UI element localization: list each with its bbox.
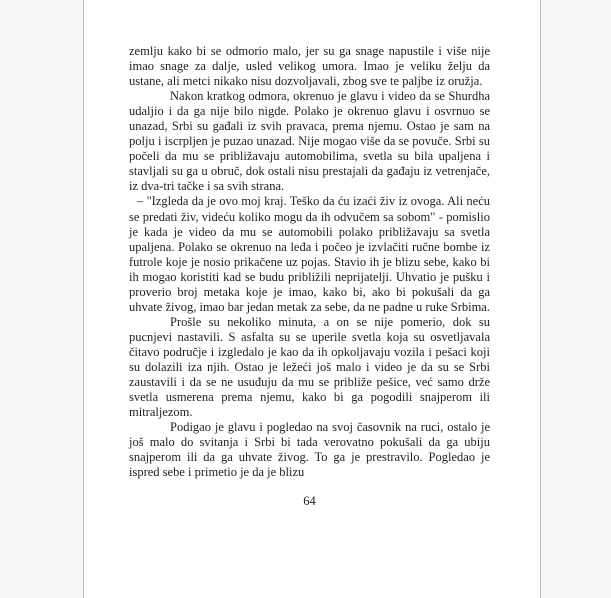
page-number: 64: [303, 494, 316, 509]
paragraph-2: Nakon kratkog odmora, okrenuo je glavu i video da se Shurdha udaljio i da ga nije bilo nigde. Polako je okrenuo glavu i osvrnuo se unazad, Srbi su gađali iz svih pravaca, prema njemu. Ostao je sam na polju i iscrpljen je puzao unazad. Nije mogao više da se povuče. Srbi su počeli da mu se približavaju automobilima, svetla su bila upaljena i stavljali su ga u obruč, dok ostali nisu prestajali da gađaju iz vetrenjače, iz dva-tri tačke i sa svih strana.: [129, 89, 490, 194]
paragraph-4: Prošle su nekoliko minuta, a on se nije pomerio, dok su pucnjevi nastavili. S asfalta su se uperile svetla koja su osvetljavala čitavo područje i izgledalo je kao da ih opkoljavaju vozila i pešaci koji su dolazili iza njih. Ostao je ležeći još malo i video je da su se Srbi zaustavili i da se ne usuđuju da mu se približe pešice, već samo drže svetla usmerena prema njemu, kako bi ga pogodili snajperom ili mitraljezom.: [129, 314, 490, 420]
paragraph-dialogue: – "Izgleda da je ovo moj kraj. Teško da ću izaći živ iz ovoga. Ali neću se predati živ, videću koliko mogu da ih odvučem sa sobom" - pomislio je kada je video da mu se automobili polako približavaju sa svetla upaljena. Polako se okrenuo na leđa i počeo je izvlačiti ručne bombe iz futrole koje je nosio prikačene uz pojas. Stavio ih je blizu sebe, kako bi ih mogao koristiti kad se budu približili neprijatelji. Uhvatio je pušku i proverio broj metaka koje je imao, kako bi, ako bi pokušali da ga uhvate živog, imao bar jedan metak za sebe, da ne padne u ruke Srbima.: [129, 194, 490, 314]
paragraph-5: Podigao je glavu i pogledao na svoj časovnik na ruci, ostalo je još malo do svitanja i Srbi bi tada verovatno pokušali da ga ubiju snajperom ili da ga uhvate živog. To ga je prestravilo. Pogledao je ispred sebe i primetio je da je blizu: [129, 420, 490, 480]
paragraph-continuation: zemlju kako bi se odmorio malo, jer su ga snage napustile i više nije imao snage za dalje, usled velikog umora. Imao je veliku želju da ustane, ali metci nikako nisu dozvoljavali, zbog sve te paljbe iz oružja.: [129, 44, 490, 89]
document-page: [83, 0, 541, 598]
page-content: [84, 0, 540, 509]
